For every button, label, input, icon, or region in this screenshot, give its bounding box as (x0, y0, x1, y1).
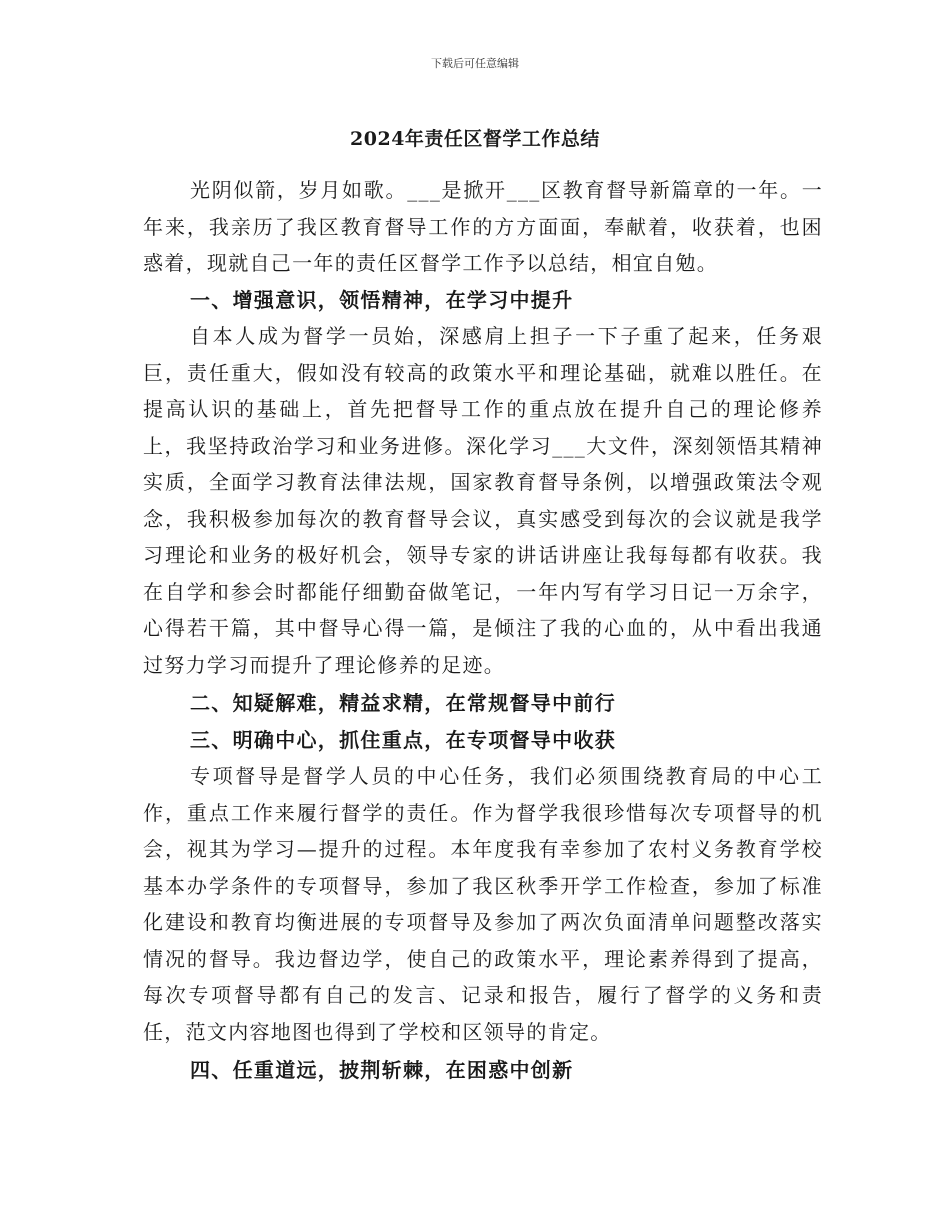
section-heading-1: 一、增强意识，领悟精神，在学习中提升 (190, 287, 574, 312)
section-3-paragraph: 专项督导是督学人员的中心任务，我们必须围绕教育局的中心工作，重点工作来履行督学的责任。作为督学我很珍惜每次专项督导的机会，视其为学习—提升的过程。本年度我有幸参加了农村义务教育学校基本办学条件的专项督导，参加了我区秋季开学工作检查，参加了标准化建设和教育均衡进展的专项督导及参加了两次负面清单问题整改落实情况的督导。我边督边学，使自己的政策水平，理论素养得到了提高，每次专项督导都有自己的发言、记录和报告，履行了督学的义务和责任，范文内容地图也得到了学校和区领导的肯定。 (143, 764, 823, 1044)
section-heading-2: 二、知疑解难，精益求精，在常规督导中前行 (190, 691, 616, 715)
intro-paragraph: 光阴似箭，岁月如歌。___是掀开___区教育督导新篇章的一年。一年来，我亲历了我区教育督导工作的方方面面，奉献着，收获着，也困惑着，现就自己一年的责任区督学工作予以总结，相宜自勉。 (143, 178, 823, 275)
section-heading-4: 四、任重道远，披荆斩棘，在困惑中创新 (190, 1058, 574, 1082)
header-note: 下载后可任意编辑 (431, 57, 519, 70)
document-body (143, 172, 823, 1089)
section-1-paragraph: 自本人成为督学一员始，深感肩上担子一下子重了起来，任务艰巨，责任重大，假如没有较高的政策水平和理论基础，就难以胜任。在提高认识的基础上，首先把督导工作的重点放在提升自己的理论修养上，我坚持政治学习和业务进修。深化学习___大文件，深刻领悟其精神实质，全面学习教育法律法规，国家教育督导条例，以增强政策法令观念，我积极参加每次的教育督导会议，真实感受到每次的会议就是我学习理论和业务的极好机会，领导专家的讲话讲座让我每每都有收获。我在自学和参会时都能仔细勤奋做笔记，一年内写有学习日记一万余字，心得若干篇，其中督导心得一篇，是倾注了我的心血的，从中看出我通过努力学习而提升了理论修养的足迹。 (143, 324, 823, 677)
document-title: 2024年责任区督学工作总结 (350, 128, 600, 150)
section-heading-3: 三、明确中心，抓住重点，在专项督导中收获 (190, 727, 616, 752)
